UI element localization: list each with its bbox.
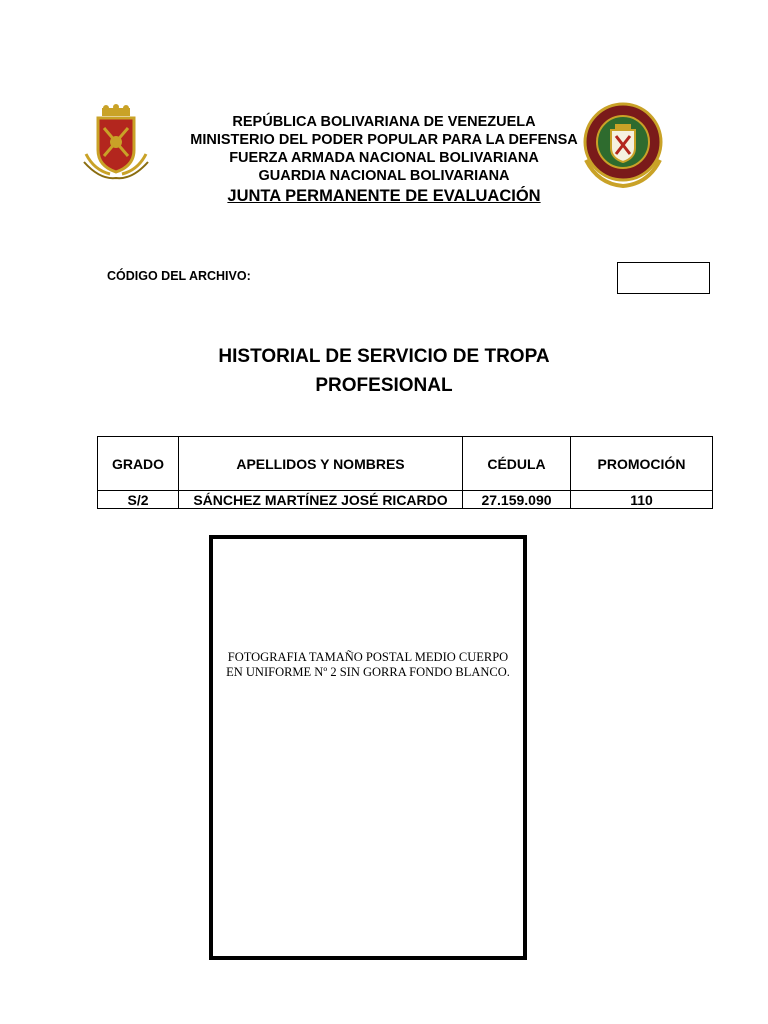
- cell-grado: S/2: [98, 491, 179, 509]
- title-line-1: HISTORIAL DE SERVICIO DE TROPA: [218, 346, 550, 367]
- header-line-ministry: MINISTERIO DEL PODER POPULAR PARA LA DEFENSA: [190, 132, 578, 148]
- cell-cedula: 27.159.090: [463, 491, 571, 509]
- table-header-row: [98, 437, 713, 491]
- table-row: [98, 491, 713, 509]
- title-line-2: PROFESIONAL: [315, 375, 453, 396]
- header-grado: GRADO: [98, 437, 179, 491]
- photo-instructions: [215, 650, 521, 680]
- photo-instructions-line-2: EN UNIFORME Nº 2 SIN GORRA FONDO BLANCO.: [226, 665, 510, 679]
- photo-placeholder-box: [209, 535, 527, 960]
- header-promocion: PROMOCIÓN: [571, 437, 713, 491]
- header-line-republic: REPÚBLICA BOLIVARIANA DE VENEZUELA: [232, 114, 536, 130]
- guardia-nacional-emblem-icon: [578, 100, 668, 188]
- header-line-fanb: FUERZA ARMADA NACIONAL BOLIVARIANA: [229, 150, 539, 166]
- header-cedula: CÉDULA: [463, 437, 571, 491]
- file-code-label: CÓDIGO DEL ARCHIVO:: [107, 269, 251, 283]
- header-line-gnb: GUARDIA NACIONAL BOLIVARIANA: [258, 168, 510, 184]
- header-junta-title: JUNTA PERMANENTE DE EVALUACIÓN: [227, 187, 541, 205]
- service-info-table: [97, 436, 713, 509]
- file-code-field[interactable]: [617, 262, 710, 294]
- header-apellidos-nombres: APELLIDOS Y NOMBRES: [179, 437, 463, 491]
- cell-promocion: 110: [571, 491, 713, 509]
- cell-apellidos-nombres: SÁNCHEZ MARTÍNEZ JOSÉ RICARDO: [179, 491, 463, 509]
- institution-header: [170, 113, 598, 206]
- document-title: [120, 342, 648, 400]
- photo-instructions-line-1: FOTOGRAFIA TAMAÑO POSTAL MEDIO CUERPO: [227, 650, 509, 664]
- coat-of-arms-icon: [80, 104, 152, 182]
